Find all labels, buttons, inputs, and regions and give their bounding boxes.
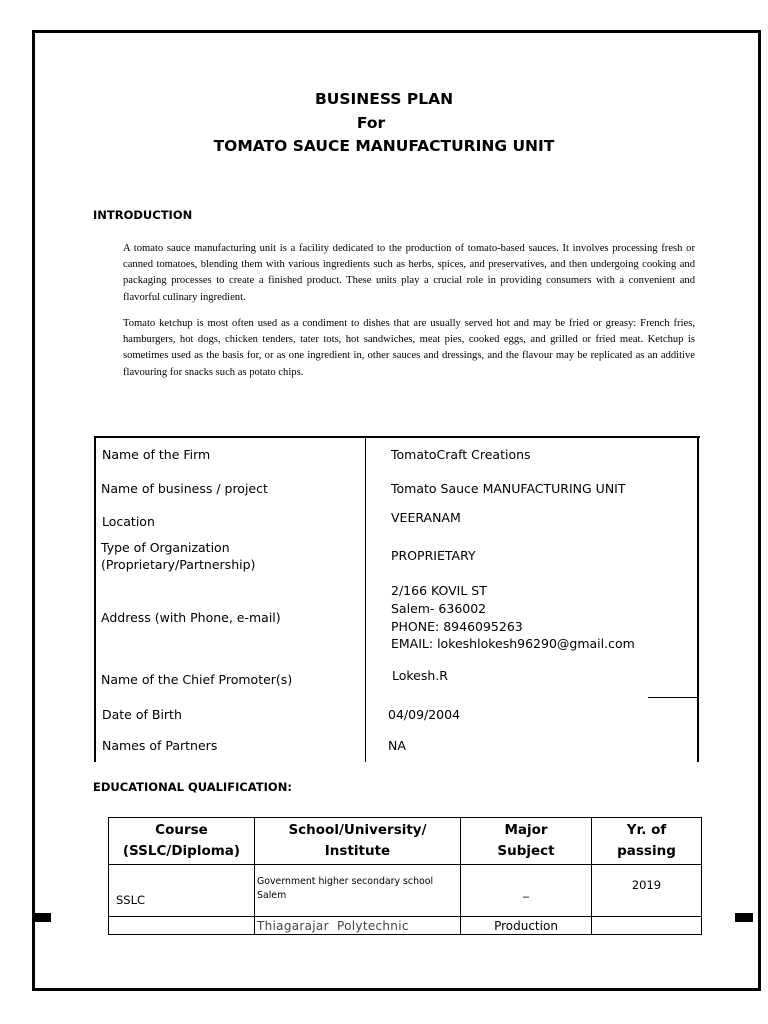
- title-line-2: For: [356, 114, 386, 132]
- business-name-label: Name of business / project: [101, 481, 268, 496]
- education-table: [108, 817, 702, 935]
- address-email: EMAIL: lokeshlokesh96290@gmail.com: [391, 636, 635, 651]
- education-heading: EDUCATIONAL QUALIFICATION:: [93, 780, 292, 794]
- year-header-line2: passing: [617, 843, 676, 859]
- table-border-top: [94, 436, 700, 438]
- table-row: [109, 865, 702, 917]
- institute-value: Thiagarajar Polytechnic: [257, 918, 409, 933]
- partners-label: Names of Partners: [102, 738, 218, 753]
- intro-paragraph-1: A tomato sauce manufacturing unit is a facility dedicated to the production of tomato-based sauces. It involves processing fresh or canned tomatoes, blending them with various ingredients such as herbs, spices, and preservatives, and then undergoing cooking and packaging processes to create a finished product. These units play a crucial role in providing consumers with a convenient and flavorful culinary ingredient.: [123, 243, 695, 303]
- year-cell: [592, 917, 702, 935]
- subject-value: Production: [494, 918, 558, 933]
- subject-header-line1: Major: [504, 822, 548, 838]
- institute-value-line1: Government higher secondary school: [257, 876, 434, 887]
- date-of-birth-value: 04/09/2004: [388, 707, 461, 722]
- institute-header: [255, 818, 461, 865]
- address-line-2: Salem- 636002: [391, 601, 487, 616]
- organization-type-label-line2: (Proprietary/Partnership): [101, 557, 256, 572]
- address-phone: PHONE: 8946095263: [391, 619, 523, 634]
- course-header-line2: (SSLC/Diploma): [122, 843, 241, 859]
- firm-name-label: Name of the Firm: [102, 447, 211, 462]
- left-edge-mark: [33, 913, 51, 922]
- subject-cell: [461, 917, 592, 935]
- year-header-line1: Yr. of: [626, 822, 667, 838]
- institute-cell: [255, 917, 461, 935]
- institute-cell: [255, 865, 461, 917]
- chief-promoter-value: Lokesh.R: [392, 668, 448, 683]
- location-value: VEERANAM: [391, 510, 461, 525]
- subject-value: _: [523, 883, 529, 898]
- title-line-1: BUSINESS PLAN: [314, 90, 454, 108]
- address-label: Address (with Phone, e-mail): [101, 610, 281, 625]
- address-line-1: 2/166 KOVIL ST: [391, 583, 487, 598]
- business-name-value: Tomato Sauce MANUFACTURING UNIT: [391, 481, 626, 496]
- location-label: Location: [102, 514, 155, 529]
- right-edge-mark: [735, 913, 753, 922]
- table-border-right: [697, 436, 699, 762]
- year-value: 2019: [631, 878, 662, 892]
- table-row-divider: [648, 697, 698, 698]
- table-column-divider: [365, 436, 366, 762]
- subject-header-line2: Subject: [497, 843, 555, 859]
- firm-details-table: [94, 436, 700, 762]
- course-value: SSLC: [116, 893, 146, 907]
- course-header-line1: Course: [155, 822, 208, 838]
- intro-paragraph-2: Tomato ketchup is most often used as a condiment to dishes that are usually served hot and may be fried or greasy: French fries, hamburgers, hot dogs, chicken tenders, tater tots, hot sandwiches, meat pies, cooked eggs, and grilled or fried meat. Ketchup is sometimes used as the basis for, or as one ingredient in, other sauces and dressings, and the flavour may be replicated as an additive flavouring for snacks such as potato chips.: [123, 318, 695, 378]
- year-cell: [592, 865, 702, 917]
- organization-type-label-line1: Type of Organization: [101, 540, 230, 555]
- course-header: [109, 818, 255, 865]
- education-header-row: [109, 818, 702, 865]
- table-row: [109, 917, 702, 935]
- introduction-heading: INTRODUCTION: [93, 208, 193, 222]
- subject-header: [461, 818, 592, 865]
- subject-cell: [461, 865, 592, 917]
- partners-value: NA: [388, 738, 406, 753]
- chief-promoter-label: Name of the Chief Promoter(s): [101, 672, 293, 687]
- organization-type-value: PROPRIETARY: [391, 548, 476, 563]
- institute-header-line1: School/University/: [288, 822, 427, 838]
- course-cell: [109, 917, 255, 935]
- firm-name-value: TomatoCraft Creations: [391, 447, 531, 462]
- year-header: [592, 818, 702, 865]
- title-line-3: TOMATO SAUCE MANUFACTURING UNIT: [213, 137, 555, 155]
- course-cell: [109, 865, 255, 917]
- institute-header-line2: Institute: [324, 843, 391, 859]
- date-of-birth-label: Date of Birth: [102, 707, 182, 722]
- institute-value-line2: Salem: [257, 890, 287, 901]
- table-border-left: [94, 436, 96, 762]
